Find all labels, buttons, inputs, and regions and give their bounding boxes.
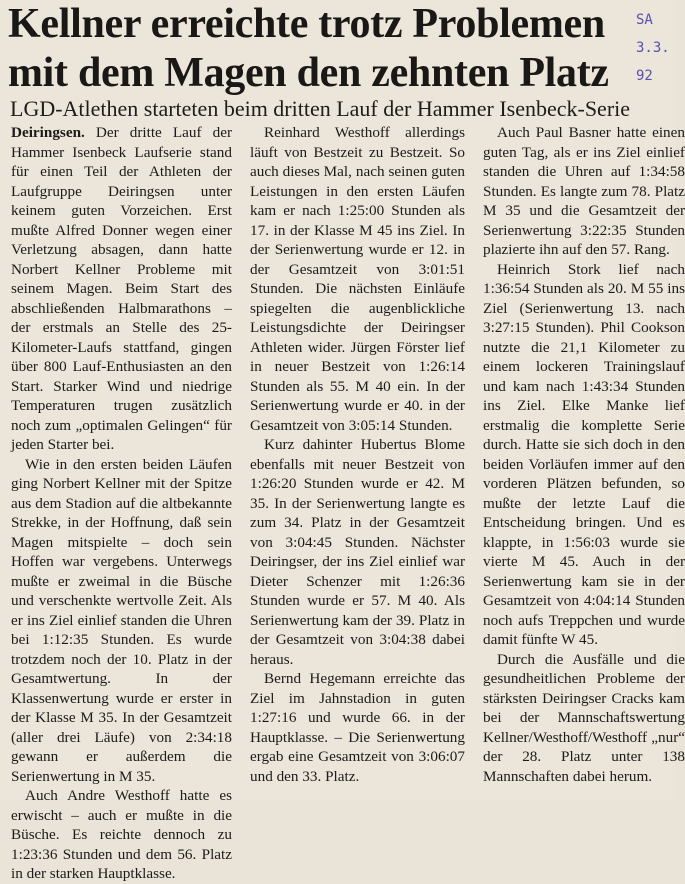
article-body [11,123,685,882]
handwritten-note-line-1: SA [636,12,653,28]
article-column-1 [11,123,232,882]
handwritten-note-line-2: 3.3. [636,40,670,56]
paragraph: Auch Andre Westhoff hatte es erwischt – auch er mußte in die Büsche. Es reichte dennoch zu 1:23:36 Stunden und dem 56. Platz in der starken Hauptklasse. [11,787,232,882]
headline-line-1: Kellner erreichte trotz Problemen [8,1,605,47]
paragraph: Reinhard Westhoff allerdings läuft von Bestzeit zu Bestzeit. So auch dieses Mal, nach seinen guten Leistungen in den ersten Läufen kam er nach 1:25:00 Stunden als 17. in der Klasse M 45 ins Ziel. In der Serienwertung wurde er 12. in der Gesamtzeit von 3:01:51 Stunden. Die nächsten Einläufe spiegelten die augenblickliche Leistungsdichte der Deiringser Athleten wider. Jürgen Förster lief in neuer Bestzeit von 1:26:14 Stunden als 55. M 40 ein. In der Serienwertung wurde er 40. in der Gesamtzeit von 3:05:14 Stunden. [250,124,465,434]
paragraph: Auch Paul Basner hatte einen guten Tag, als er ins Ziel einlief standen die Uhren auf 1:34:58 Stunden. Es langte zum 78. Platz M 35 und die Gesamtzeit der Serienwertung 3:22:35 Stunden plazierte ihn auf den 57. Rang. [483,124,685,258]
article-column-3 [483,123,685,800]
paragraph: Wie in den ersten beiden Läufen ging Norbert Kellner mit der Spitze aus dem Stadion auf die altbekannte Strekke, in der Hoffnung, daß sein Magen mitspielte – doch sein Hoffen war vergebens. Unterwegs mußte er zweimal in die Büsche und verschenkte wertvolle Zeit. Als er ins Ziel einlief standen die Uhren bei 1:12:35 Stunden. Es wurde trotzdem noch der 10. Platz in der Gesamtwertung. In der Klassenwertung wurde er erster in der Klasse M 35. In der Gesamtzeit (aller drei Läufe) von 2:34:18 gewann er außerdem die Serienwertung in M 35. [11,455,232,785]
paragraph: Kurz dahinter Hubertus Blome ebenfalls mit neuer Bestzeit von 1:26:20 Stunden wurde er 42. M 35. In der Serienwertung langte es zum 34. Platz in der Gesamtzeit von 3:04:45 Stunden. Nächster Deiringser, der ins Ziel einlief war Dieter Schenzer mit 1:26:36 Stunden wurde er 57. M 40. Als Serienwertung kam der 39. Platz in der Gesamtzeit von 3:04:38 dabei heraus. [250,436,465,668]
headline-line-2: mit dem Magen den zehnten Platz [8,50,609,96]
paragraph [11,123,232,455]
handwritten-date-note [636,6,674,90]
paragraph: Durch die Ausfälle und die gesundheitlichen Probleme der stärksten Deiringser Cracks kam bei der Mannschaftswertung Kellner/Westhoff/Westhoff „nur“ der 28. Platz unter 138 Mannschaften dabei herum. [483,650,685,785]
paragraph: Bernd Hegemann erreichte das Ziel im Jahnstadion in guten 1:27:16 und wurde 66. in der Hauptklasse. – Die Serienwertung ergab eine Gesamtzeit von 3:06:07 und den 33. Platz. [250,670,465,785]
headline [8,0,608,98]
handwritten-note-line-3: 92 [636,68,653,84]
paragraph-text: Der dritte Lauf der Hammer Isenbeck Laufserie stand für einen Teil der Athleten der Laufgruppe Deiringsen unter keinem guten Vorzeichen. Erst mußte Alfred Donner wegen einer Verletzung absagen, dann hatte Norbert Kellner Probleme mit seinem Magen. Beim Start des abschließenden Halbmarathons – der erstmals an Stelle des 25-Kilometer-Laufs stattfand, gingen über 800 Lauf-Enthusiasten an den Start. Starker Wind und niedrige Temperaturen trugen zusätzlich noch zum „optimalen Gelingen“ für jeden Starter bei. [11,124,232,453]
dateline: Deiringsen. [11,124,85,141]
article-column-2 [250,123,465,800]
paragraph: Heinrich Stork lief nach 1:36:54 Stunden als 20. M 55 ins Ziel (Serienwertung 13. nach 3:27:15 Stunden). Phil Cookson nutzte die 21,1 Kilometer zu einem lockeren Trainingslauf und kam nach 1:43:34 Stunden ins Ziel. Elke Manke lief erstmalig die komplette Serie durch. Hatte sie sich doch in den beiden Vorläufen immer auf den vorderen Plätzen befunden, so mußte der letzte Lauf die Entscheidung bringen. Und es klappte, in 1:56:03 wurde sie vierte M 45. Auch in der Serienwertung kam sie in der Gesamtzeit von 4:04:14 Stunden noch aufs Treppchen und wurde damit fünfte W 45. [483,260,685,648]
subheadline: LGD-Atlethen starteten beim dritten Lauf der Hammer Isenbeck-Serie [10,96,631,121]
